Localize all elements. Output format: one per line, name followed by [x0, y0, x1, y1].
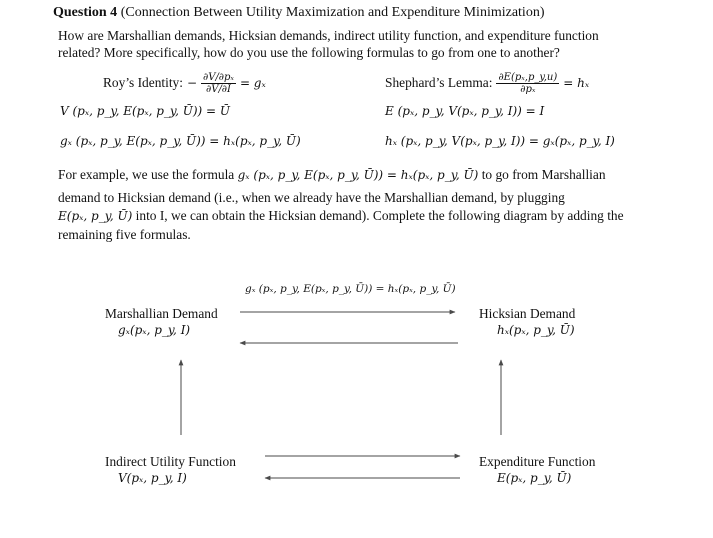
- left-equation-1: V (pₓ, p_y, E(pₓ, p_y, Ū)) = Ū: [60, 104, 231, 118]
- intro-line-2: related? More specifically, how do you use the following formulas to go from one to another?: [58, 45, 560, 60]
- expenditure-function: E(pₓ, p_y, Ū): [497, 471, 572, 485]
- roy-label: Roy’s Identity:: [103, 75, 183, 91]
- example-line-2: demand to Hicksian demand (i.e., when we already have the Marshallian demand, by plugging: [58, 190, 565, 205]
- marshallian-label: Marshallian Demand: [105, 306, 218, 321]
- expenditure-label: Expenditure Function: [479, 454, 596, 469]
- right-equation-2: hₓ (pₓ, p_y, V(pₓ, p_y, I)) = gₓ(pₓ, p_y, I): [385, 134, 615, 148]
- shephard-denominator: ∂pₓ: [520, 84, 536, 95]
- roy-numerator: ∂V/∂pₓ: [203, 72, 234, 83]
- diagram-top-formula: gₓ (pₓ, p_y, E(pₓ, p_y, Ū)) = hₓ(pₓ, p_y, Ū): [245, 283, 456, 295]
- intro-line-1: How are Marshallian demands, Hicksian demands, indirect utility function, and expenditure function: [58, 28, 599, 43]
- indirect-utility-label: Indirect Utility Function: [105, 454, 236, 469]
- shephard-label: Shephard’s Lemma:: [385, 75, 493, 91]
- question-number: Question 4: [53, 5, 118, 20]
- hicksian-label: Hicksian Demand: [479, 306, 576, 321]
- example-line-1-formula: gₓ (pₓ, p_y, E(pₓ, p_y, Ū)) = hₓ(pₓ, p_y, Ū): [237, 168, 479, 182]
- hicksian-function: hₓ(pₓ, p_y, Ū): [497, 323, 575, 337]
- example-line-3-formula: E(pₓ, p_y, Ū): [58, 209, 133, 223]
- shephard-numerator: ∂E(pₓ,p_y,u): [498, 72, 558, 83]
- marshallian-function: gₓ(pₓ, p_y, I): [118, 323, 191, 337]
- indirect-utility-function: V(pₓ, p_y, I): [118, 471, 187, 485]
- roy-denominator: ∂V/∂I: [206, 84, 231, 95]
- right-equation-1: E (pₓ, p_y, V(pₓ, p_y, I)) = I: [385, 104, 545, 118]
- shephard-rhs: = hₓ: [563, 76, 590, 91]
- example-line-3-rest: into I, we can obtain the Hicksian demand). Complete the following diagram by adding the: [135, 208, 624, 223]
- example-line-1-pre: For example, we use the formula: [58, 167, 235, 182]
- example-line-4: remaining five formulas.: [58, 227, 191, 242]
- roy-minus: −: [186, 76, 198, 91]
- roy-rhs: = gₓ: [239, 76, 266, 91]
- example-line-1-post: to go from Marshallian: [481, 167, 606, 182]
- question-subtitle: (Connection Between Utility Maximization and Expenditure Minimization): [120, 5, 545, 20]
- left-equation-2: gₓ (pₓ, p_y, E(pₓ, p_y, Ū)) = hₓ(pₓ, p_y, Ū): [60, 134, 301, 148]
